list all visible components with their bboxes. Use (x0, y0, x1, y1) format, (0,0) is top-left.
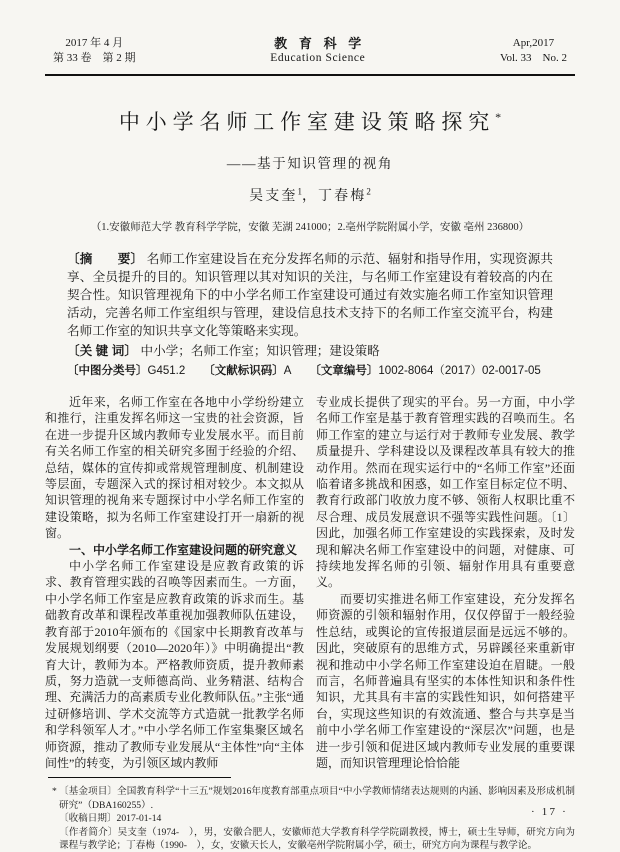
clc-item (67, 363, 185, 380)
footnote-fund-text: 〔基金项目〕全国教育科学“十三五”规划2016年度教育部重点项目“中小学教师情绪表达规则的内涵、影响因素及形成机制研究”（DBA160255）. (59, 786, 575, 811)
paragraph: 中小学名师工作室建设是应教育政策的诉求、教育管理实践的召唤等因素而生。一方面，中小学名师工作室是应教育政策的诉求而生。基础教育改革和课程改革重视加强教师队伍建设，教育部于2010年颁布的《国家中长期教育改革与发展规划纲要（2010—2020年）》中明确提出“教育大计，教师为本。严格教师资质，提升教师素质，努力造就一支师德高尚、业务精湛、结构合理、充满活力的高素质专业化教师队伍。”主张“通过研修培训、学术交流等方式造就一批教学名师和学科领军人才。”中小学名师工作室集聚区域名师资源，推动了教师专业发展从“主体性”向“主体间性”的转变，为引领区域内教师 (45, 559, 304, 770)
paragraph: 而要切实推进名师工作室建设，充分发挥名师资源的引领和辐射作用，仅仅停留于一般经验性总结，或舆论的宣传报道层面是远远不够的。因此，突破原有的思维方式，另辟蹊径来重新审视和推动中小学名师工作室建设迫在眉睫。一般而言，名师普遍具有坚实的本体性知识和条件性知识，尤其具有丰富的实践性知识，如何搭建平台，实现这些知识的有效流通、整合与共享是当前中小学名师工作室建设的“深层次”问题，也是进一步引领和促进区域内教师专业发展的重要课题，而知识管理理论恰恰能 (316, 591, 575, 770)
journal-header (45, 36, 575, 72)
clc-value: G451.2 (147, 365, 186, 377)
classification-line (67, 363, 553, 380)
article-title (45, 106, 575, 136)
journal-name-en: Education Science (270, 52, 366, 64)
author-1-name: 吴支奎 (249, 189, 298, 204)
affiliation-line: （1.安徽师范大学 教育科学学院，安徽 芜湖 241000；2.亳州学院附属小学，安徽 亳州 236800） (90, 222, 530, 233)
header-date-cn: 2017 年 4 月 (65, 37, 124, 49)
header-date-en: Apr,2017 (512, 37, 555, 49)
title-footnote-star: * (495, 110, 502, 124)
author-2-name: 丁春梅 (318, 189, 367, 204)
author-line (45, 185, 575, 205)
header-volume-cn: 第 33 卷 第 2 期 (53, 52, 136, 64)
header-volume-en: Vol. 33 No. 2 (499, 52, 567, 64)
footnote-received-date: 〔收稿日期〕2017-01-14 (59, 813, 162, 825)
footnote-star: * (52, 786, 57, 798)
clc-label: 〔中图分类号〕 (67, 365, 148, 377)
page-number: · 17 · (530, 806, 568, 818)
keywords-text: 中小学；名师工作室；知识管理；建设策略 (140, 344, 380, 358)
article-id-item (309, 363, 540, 380)
article-id-label: 〔文章编号〕 (309, 365, 379, 377)
body-column-right (316, 394, 575, 771)
author-2-sup: 2 (366, 186, 371, 197)
footnote-rule (48, 777, 231, 778)
paragraph: 专业成长提供了现实的平台。另一方面，中小学名师工作室是基于教育管理实践的召唤而生。名师工作室的建立与运行对于教师专业发展、教学质量提升、学科建设以及课程改革具有较大的推动作用。然而在现实运行中的“名师工作室”还面临着诸多挑战和困惑，如工作室目标定位不明、教育行政部门收放力度不够、领衔人权职比重不尽合理、成员发展意识不强等实践性问题。〔1〕因此，加强名师工作室建设的实践探索，及时发现和解决名师工作室建设中的问题，对健康、可持续地发挥名师的引领、辐射作用具有重要意义。 (316, 395, 575, 590)
abstract-block (67, 250, 553, 340)
abstract-label: 〔摘 要〕 (67, 252, 144, 266)
journal-name-cn: 教育科学 (274, 36, 373, 51)
doc-code-item (203, 363, 291, 380)
paragraph: 近年来，名师工作室在各地中小学纷纷建立和推行，注重发挥名师这一宝贵的社会资源，旨在进一步提升区域内教师专业发展水平。而目前有关名师工作室的相关研究多囿于经验的介绍、总结，媒体的宣传抑或常规管理制度、机制建设等层面，专题深入式的探讨相对较少。本文拟从知识管理的视角来专题探讨中小学名师工作室的建设策略，拟为名师工作室建设打开一扇新的视窗。 (45, 395, 304, 541)
doc-code-label: 〔文献标识码〕 (203, 365, 284, 377)
keywords-block (67, 342, 553, 360)
author-1-sup: 1 (297, 186, 302, 197)
header-journal-name (270, 36, 373, 66)
footnote-fund (52, 785, 575, 812)
abstract-text: 名师工作室建设旨在充分发挥名师的示范、辐射和指导作用，实现资源共享、全员提升的目的。知识管理以其对知识的关注，与名师工作室建设有着较高的内在契合性。知识管理视角下的中小学名师工作室建设可通过有效实施名师工作室知识管理活动，完善名师工作室组织与管理，建设信息技术支持下的名师工作室交流平台，构建名师工作室的知识共享文化等策略来实现。 (67, 252, 554, 338)
header-issue-cn (53, 36, 136, 66)
article-title-text: 中小学名师工作室建设策略探究 (118, 110, 496, 134)
footnote-author-bio: 〔作者简介〕吴支奎（1974- ），男，安徽合肥人，安徽师范大学教育科学学院副教授，博士，硕士生导师，研究方向为课程与教学论；丁春梅（1990- ），女，安徽天长人，安徽亳州学院附属小学，硕士，研究方向为课程与教学论。 (59, 826, 575, 851)
section-heading-1: 一、中小学名师工作室建设问题的研究意义 (69, 542, 298, 557)
author-separator: ， (301, 189, 319, 204)
doc-code-value: A (283, 365, 292, 377)
header-rule (45, 74, 575, 76)
article-subtitle: ——基于知识管理的视角 (226, 156, 394, 171)
footnotes (52, 785, 575, 852)
header-issue-en (500, 36, 567, 66)
body-column-left (45, 394, 304, 771)
keywords-label: 〔关 键 词〕 (67, 344, 137, 358)
article-id-value: 1002-8064（2017）02-0017-05 (378, 365, 541, 377)
body-columns (45, 394, 575, 771)
